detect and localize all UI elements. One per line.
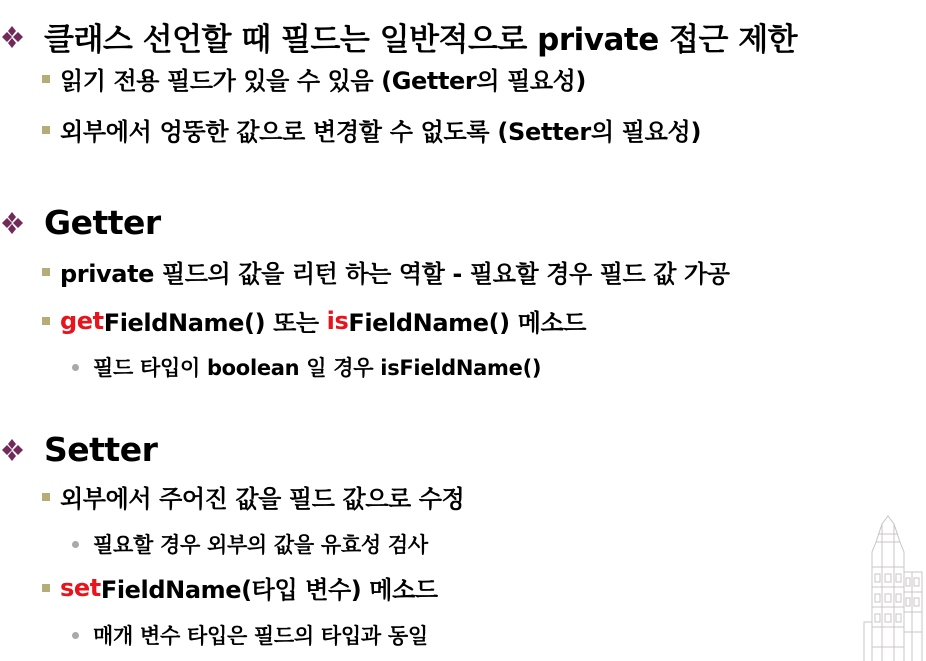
dot-bullet-icon (72, 541, 79, 548)
subsubbullet-validation (72, 529, 428, 559)
line-text: 매개 변수 타입은 필드의 타입과 동일 (93, 624, 428, 648)
square-bullet-icon (42, 268, 50, 276)
building-sketch-decoration (862, 512, 926, 661)
line-text: 외부에서 엉뚱한 값으로 변경할 수 없도록 (Setter의 필요성) (60, 118, 702, 146)
diamond-bullet-icon (2, 435, 36, 465)
subbullet-setter-method (42, 570, 438, 605)
line-text: 읽기 전용 필드가 있을 수 있음 (Getter의 필요성) (60, 67, 587, 95)
subbullet-read-only (42, 61, 586, 96)
is-prefix: is (326, 306, 349, 335)
get-prefix: get (60, 306, 104, 335)
diamond-bullet-icon (2, 22, 36, 52)
line-text: 필드 타입이 boolean 일 경우 isFieldName() (93, 356, 542, 380)
square-bullet-icon (42, 126, 50, 134)
line-text: Getter (44, 203, 161, 242)
subbullet-no-strange-values (42, 112, 701, 147)
bullet-line-private-fields (2, 14, 797, 59)
square-bullet-icon (42, 584, 50, 592)
heading-getter (2, 203, 161, 242)
subsubbullet-boolean (72, 352, 541, 382)
square-bullet-icon (42, 493, 50, 501)
line-text: FieldName() 메소드 (348, 309, 587, 337)
line-text: FieldName() 또는 (103, 309, 327, 337)
line-text: 필요할 경우 외부의 값을 유효성 검사 (93, 533, 428, 557)
line-text: FieldName(타입 변수) 메소드 (100, 576, 438, 604)
square-bullet-icon (42, 75, 50, 83)
subbullet-getter-role (42, 254, 730, 289)
heading-setter (2, 430, 157, 469)
square-bullet-icon (42, 317, 50, 325)
line-text: 클래스 선언할 때 필드는 일반적으로 private 접근 제한 (44, 22, 798, 58)
dot-bullet-icon (72, 632, 79, 639)
subsubbullet-param-type (72, 620, 428, 650)
subbullet-setter-role (42, 479, 464, 514)
dot-bullet-icon (72, 364, 79, 371)
line-text: private 필드의 값을 리턴 하는 역할 - 필요할 경우 필드 값 가공 (60, 260, 730, 288)
diamond-bullet-icon (2, 208, 36, 238)
subbullet-getter-methods (42, 303, 586, 338)
set-prefix: set (60, 573, 101, 602)
line-text: Setter (44, 430, 158, 469)
line-text: 외부에서 주어진 값을 필드 값으로 수정 (60, 485, 465, 513)
